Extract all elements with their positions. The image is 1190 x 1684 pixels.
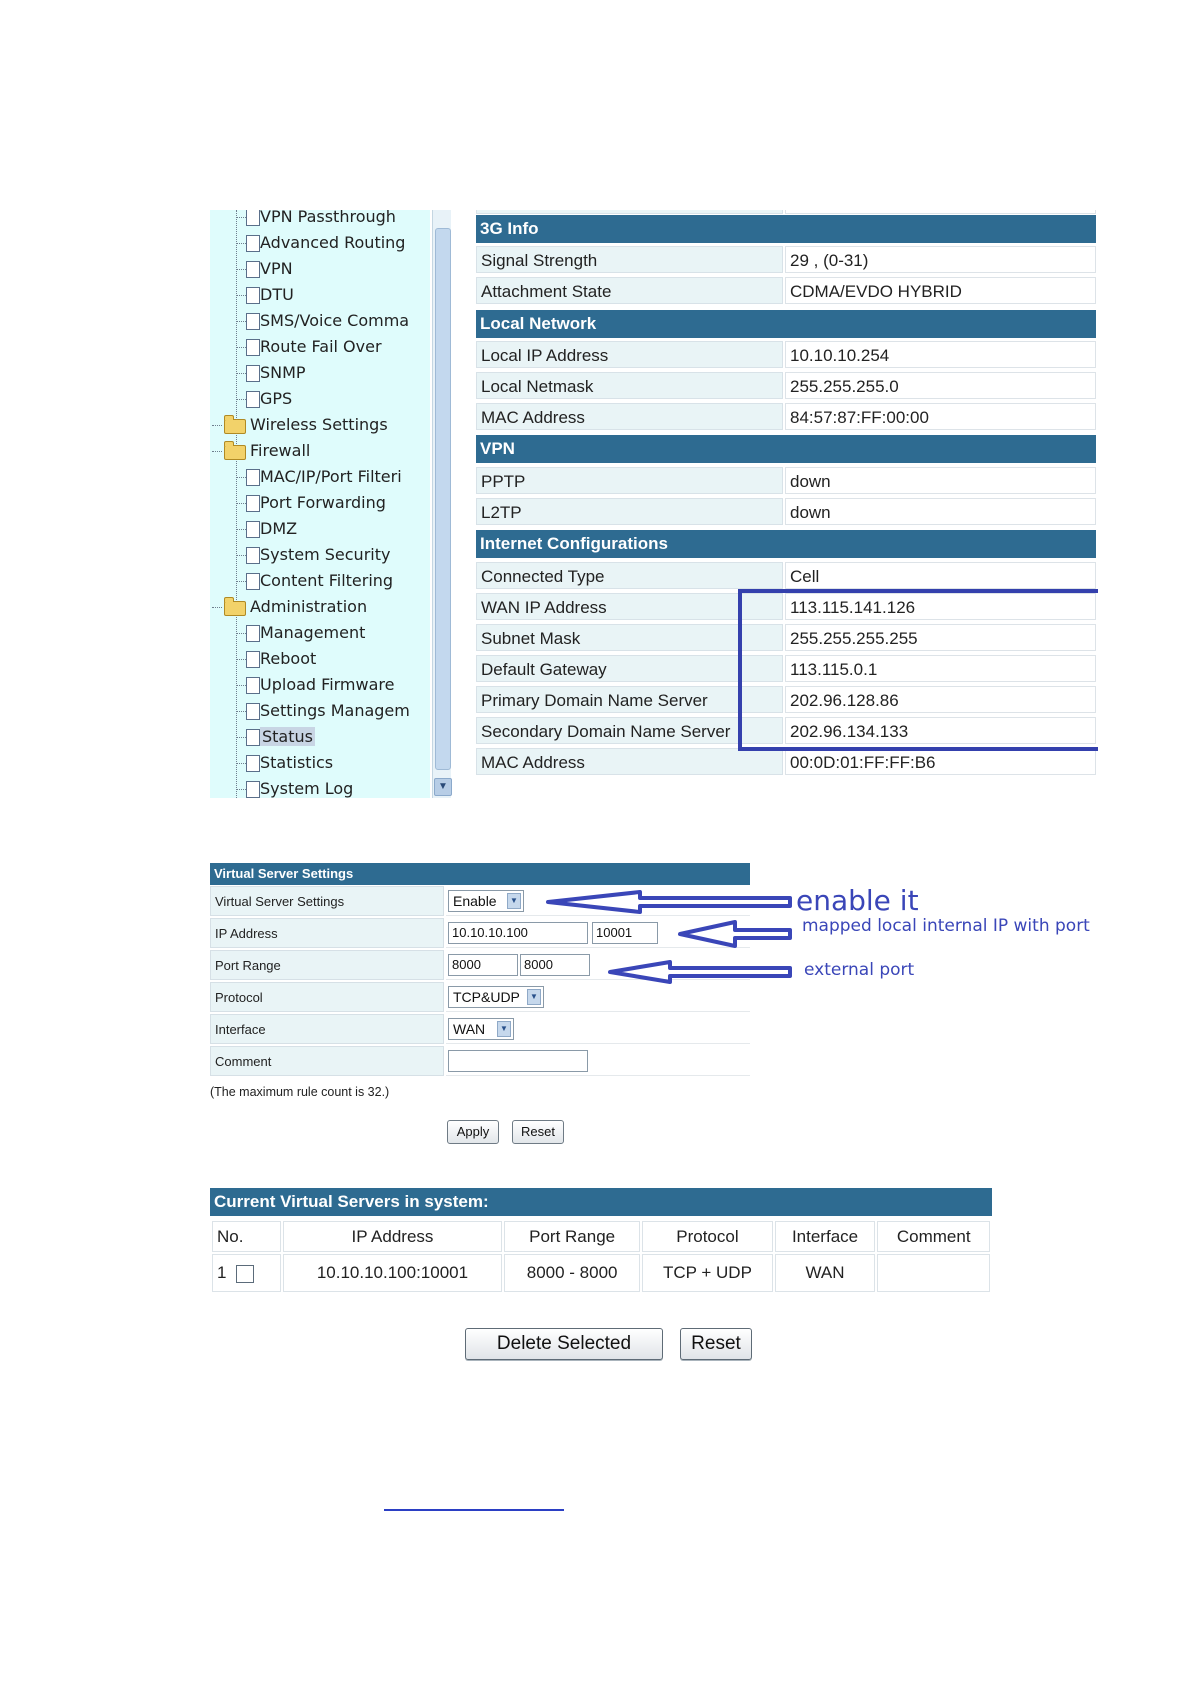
tree-item-label: Content Filtering [260, 571, 394, 590]
column-header: Port Range [504, 1221, 640, 1252]
folder-icon [224, 419, 246, 434]
row-label: Port Range [210, 950, 444, 980]
tree-scrollbar-thumb[interactable] [435, 228, 451, 770]
tree-item-management[interactable] [234, 620, 430, 646]
row-value: CDMA/EVDO HYBRID [785, 277, 1096, 304]
scroll-down-icon[interactable]: ▼ [434, 778, 452, 796]
reset-table-button[interactable]: Reset [680, 1328, 752, 1360]
row-value: 00:0D:01:FF:FF:B6 [785, 748, 1096, 775]
row-value: 255.255.255.255 [785, 624, 1096, 651]
row-label: MAC Address [476, 748, 783, 775]
page-icon [246, 781, 260, 798]
row-value: 113.115.141.126 [785, 593, 1096, 620]
row-number: 1 [217, 1263, 227, 1282]
status-panel [476, 210, 1096, 798]
section-local-network: Local Network [476, 310, 1096, 338]
row-label: Signal Strength [476, 246, 783, 273]
tree-connector [236, 581, 246, 582]
annotation-external-text: external port [804, 960, 915, 980]
row-value: 202.96.134.133 [785, 717, 1096, 744]
tree-connector [236, 243, 246, 244]
ip-address-input[interactable]: 10.10.10.100 [448, 922, 588, 944]
tree-item-label: System Security [260, 545, 391, 564]
page-icon [246, 210, 260, 226]
page-icon [246, 495, 260, 512]
tree-item-label: MAC/IP/Port Filteri [260, 467, 402, 486]
tree-scrollbar[interactable] [432, 210, 451, 798]
tree-connector [236, 555, 246, 556]
tree-connector [236, 269, 246, 270]
tree-connector [236, 659, 246, 660]
tree-connector [236, 789, 246, 790]
vs-row-ip [210, 918, 750, 948]
router-status-screenshot [210, 210, 1098, 798]
status-row-connected-type [476, 561, 1096, 590]
row-label: Protocol [210, 982, 444, 1012]
tree-item-administration[interactable] [210, 594, 400, 620]
folder-icon [224, 445, 246, 460]
row-label: Secondary Domain Name Server [476, 717, 783, 744]
status-row-local-mac [476, 402, 1096, 431]
virtual-server-form [210, 863, 750, 1143]
tree-connector [236, 373, 246, 374]
section-3g-info: 3G Info [476, 215, 1096, 243]
tree-connector [236, 685, 246, 686]
tree-item-upload-firmware[interactable] [234, 672, 430, 698]
tree-item-label: GPS [260, 389, 293, 408]
tree-connector [212, 451, 222, 452]
tree-item-snmp[interactable] [234, 360, 430, 386]
page-icon [246, 313, 260, 330]
tree-item-system-security[interactable] [234, 542, 430, 568]
comment-input[interactable] [448, 1050, 588, 1072]
row-label: Primary Domain Name Server [476, 686, 783, 713]
tree-item-label: Statistics [260, 753, 334, 772]
tree-item-port-forwarding[interactable] [234, 490, 430, 516]
enable-select[interactable]: Enable ▼ [448, 890, 524, 912]
max-rule-note: (The maximum rule count is 32.) [210, 1085, 390, 1099]
tree-item-dmz[interactable] [234, 516, 430, 542]
tree-item-dtu[interactable] [234, 282, 430, 308]
row-value: down [785, 467, 1096, 494]
tree-item-status[interactable] [234, 724, 430, 750]
tree-connector [236, 295, 246, 296]
tree-item-label: DMZ [260, 519, 298, 538]
navigation-tree [210, 210, 430, 798]
hyperlink-underline[interactable] [384, 1509, 564, 1511]
table-row [212, 1254, 990, 1292]
status-row-l2tp [476, 497, 1096, 526]
row-label: Virtual Server Settings [210, 886, 444, 916]
apply-button[interactable]: Apply [447, 1120, 499, 1144]
row-value: 10.10.10.254 [785, 341, 1096, 368]
status-row-local-netmask [476, 371, 1096, 400]
cell-protocol: TCP + UDP [642, 1254, 772, 1292]
delete-selected-button[interactable]: Delete Selected [465, 1328, 663, 1360]
tree-item-statistics[interactable] [234, 750, 430, 776]
row-label: Subnet Mask [476, 624, 783, 651]
tree-item-label: Status [262, 727, 313, 746]
tree-item-label: SNMP [260, 363, 306, 382]
page-icon [246, 261, 260, 278]
tree-connector [236, 321, 246, 322]
row-label: MAC Address [476, 403, 783, 430]
port-to-input[interactable]: 8000 [520, 954, 590, 976]
interface-select[interactable]: WAN ▼ [448, 1018, 514, 1040]
tree-item-label: Port Forwarding [260, 493, 386, 512]
protocol-select[interactable]: TCP&UDP ▼ [448, 986, 544, 1008]
tree-connector [236, 503, 246, 504]
reset-button[interactable]: Reset [512, 1120, 564, 1144]
tree-item-system-log[interactable] [234, 776, 430, 798]
annotation-mapped-text: mapped local internal IP with port [802, 916, 1090, 936]
page-icon [246, 339, 260, 356]
chevron-down-icon: ▼ [507, 893, 521, 909]
tree-item-label: SMS/Voice Comma [260, 311, 410, 330]
section-vpn: VPN [476, 435, 1096, 463]
tree-item-label: Route Fail Over [260, 337, 382, 356]
status-row-pptp [476, 466, 1096, 495]
row-label: Connected Type [476, 562, 783, 589]
tree-item-label: Firewall [250, 441, 311, 460]
tree-connector [236, 763, 246, 764]
port-from-input[interactable]: 8000 [448, 954, 518, 976]
tree-connector [236, 529, 246, 530]
tree-item-route-fail-over[interactable] [234, 334, 430, 360]
chevron-down-icon: ▼ [497, 1021, 511, 1037]
vs-row-port-range [210, 950, 750, 980]
cell-ip: 10.10.10.100:10001 [283, 1254, 502, 1292]
tree-item-label: Management [260, 623, 366, 642]
row-label: PPTP [476, 467, 783, 494]
tree-connector [236, 217, 246, 218]
column-header: IP Address [283, 1221, 502, 1252]
column-header: Interface [775, 1221, 876, 1252]
page-icon [246, 391, 260, 408]
tree-connector [212, 607, 222, 608]
tree-item-label: Administration [250, 597, 368, 616]
current-virtual-servers [210, 1188, 992, 1360]
tree-item-vpn[interactable] [234, 256, 430, 282]
row-label: Local IP Address [476, 341, 783, 368]
row-label: L2TP [476, 498, 783, 525]
tree-item-firewall[interactable] [210, 438, 400, 464]
row-label: Comment [210, 1046, 444, 1076]
page-icon [246, 365, 260, 382]
row-label: Interface [210, 1014, 444, 1044]
column-header: No. [212, 1221, 281, 1252]
tree-item-label: DTU [260, 285, 294, 304]
tree-connector [236, 399, 246, 400]
tree-item-content-filtering[interactable] [234, 568, 430, 594]
tree-item-label: System Log [260, 779, 354, 798]
row-value: 255.255.255.0 [785, 372, 1096, 399]
tree-item-advanced-routing[interactable] [234, 230, 430, 256]
page-icon [246, 651, 260, 668]
tree-connector [236, 347, 246, 348]
cell-port-range: 8000 - 8000 [504, 1254, 640, 1292]
row-value: Cell [785, 562, 1096, 589]
vs-row-protocol [210, 982, 750, 1012]
form-title: Virtual Server Settings [210, 863, 750, 885]
tree-item-label: VPN Passthrough [260, 210, 396, 226]
tree-connector [236, 711, 246, 712]
ip-port-input[interactable]: 10001 [592, 922, 658, 944]
page-icon [246, 677, 260, 694]
vs-row-enable [210, 886, 750, 916]
section-internet-configurations: Internet Configurations [476, 530, 1096, 558]
column-header: Comment [877, 1221, 990, 1252]
table-header-row [212, 1221, 990, 1252]
status-row-attachment [476, 276, 1096, 305]
tree-item-sms-voice-comma[interactable] [234, 308, 430, 334]
tree-item-label: Wireless Settings [250, 415, 388, 434]
vs-row-comment [210, 1046, 750, 1076]
tree-item-settings-managem[interactable] [234, 698, 430, 724]
page-icon [246, 469, 260, 486]
tree-item-mac-ip-port-filteri[interactable] [234, 464, 430, 490]
status-row-signal [476, 245, 1096, 274]
page-icon [246, 287, 260, 304]
tree-item-label: Settings Managem [260, 701, 410, 720]
page-icon [246, 703, 260, 720]
page-icon [246, 729, 260, 746]
row-select-checkbox[interactable] [236, 1265, 254, 1283]
page-icon [246, 625, 260, 642]
table-title: Current Virtual Servers in system: [210, 1188, 992, 1216]
row-value: 202.96.128.86 [785, 686, 1096, 713]
tree-item-label: Upload Firmware [260, 675, 395, 694]
row-label: WAN IP Address [476, 593, 783, 620]
status-row-local-ip [476, 340, 1096, 369]
tree-item-label: Advanced Routing [260, 233, 406, 252]
tree-item-reboot[interactable] [234, 646, 430, 672]
column-header: Protocol [642, 1221, 772, 1252]
page-icon [246, 521, 260, 538]
folder-icon [224, 601, 246, 616]
tree-connector [236, 737, 246, 738]
row-label: Attachment State [476, 277, 783, 304]
chevron-down-icon: ▼ [527, 989, 541, 1005]
cell-interface: WAN [775, 1254, 876, 1292]
highlight-box-annotation [738, 589, 1098, 751]
row-label: Default Gateway [476, 655, 783, 682]
row-value: 84:57:87:FF:00:00 [785, 403, 1096, 430]
page-icon [246, 573, 260, 590]
row-label: IP Address [210, 918, 444, 948]
tree-connector [236, 633, 246, 634]
row-value: down [785, 498, 1096, 525]
tree-item-gps[interactable] [234, 386, 430, 412]
tree-item-wireless-settings[interactable] [210, 412, 400, 438]
tree-item-vpn-passthrough[interactable] [234, 210, 430, 230]
page-icon [246, 547, 260, 564]
tree-item-label: VPN [260, 259, 293, 278]
cell-comment [877, 1254, 990, 1292]
annotation-enable-text: enable it [796, 884, 919, 917]
tree-connector [212, 425, 222, 426]
page-icon [246, 235, 260, 252]
row-value: 29 , (0-31) [785, 246, 1096, 273]
vs-row-interface [210, 1014, 750, 1044]
tree-connector [236, 477, 246, 478]
tree-item-label: Reboot [260, 649, 317, 668]
page-icon [246, 755, 260, 772]
row-label: Local Netmask [476, 372, 783, 399]
row-value: 113.115.0.1 [785, 655, 1096, 682]
virtual-servers-table [210, 1219, 992, 1294]
status-row-wan-mac [476, 747, 1096, 776]
